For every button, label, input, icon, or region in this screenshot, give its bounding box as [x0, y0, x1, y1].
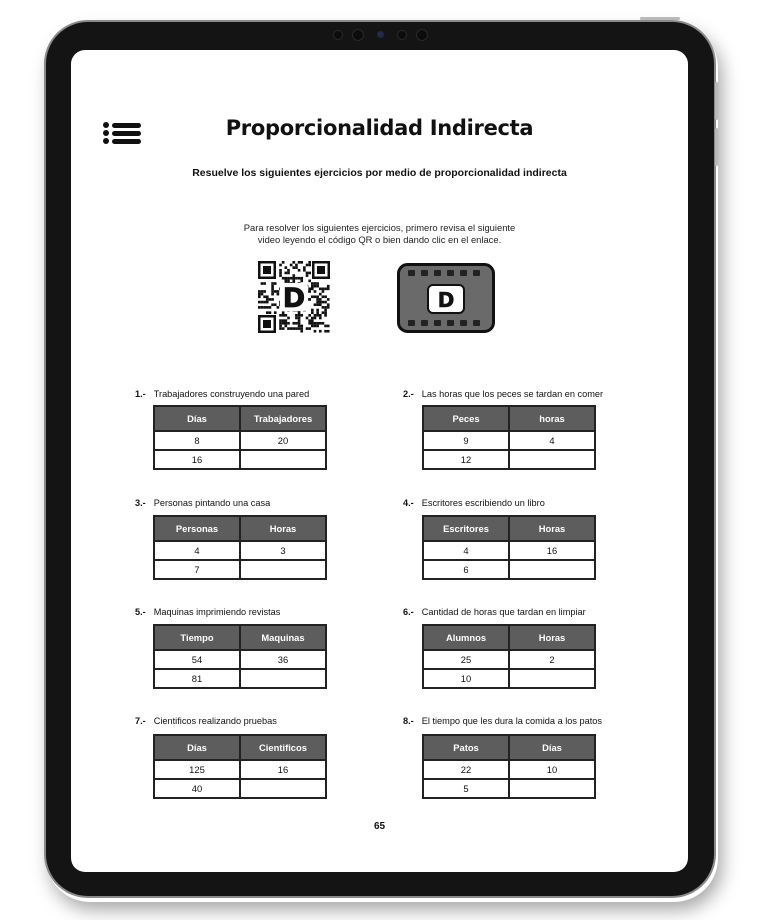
qr-module: [274, 290, 277, 293]
qr-module: [308, 319, 311, 322]
exercise-text: Trabajadores construyendo una pared: [153, 389, 310, 399]
qr-module: [322, 290, 325, 293]
table-cell: 7: [154, 560, 240, 579]
qr-module: [311, 285, 314, 288]
qr-module: [314, 325, 317, 328]
qr-module: [274, 311, 277, 314]
qr-module: [292, 277, 295, 280]
qr-module: [316, 282, 319, 285]
qr-module: [277, 290, 280, 293]
exercise-label: [135, 716, 277, 726]
exercise-table: [422, 734, 596, 799]
table-cell: 6: [423, 560, 509, 579]
qr-module: [314, 314, 317, 317]
qr-module: [258, 290, 261, 293]
page-title: Proporcionalidad Indirecta: [225, 116, 534, 140]
table-cell: 4: [509, 431, 595, 450]
qr-module: [285, 266, 288, 269]
qr-module: [311, 309, 314, 312]
qr-module: [282, 319, 285, 322]
exercise-label: [135, 607, 280, 617]
qr-module: [279, 314, 282, 317]
qr-module: [292, 327, 295, 330]
exercise-text: Cientificos realizando pruebas: [153, 716, 277, 726]
qr-module: [261, 306, 264, 309]
answer-cell[interactable]: [240, 450, 326, 469]
qr-module: [274, 282, 277, 285]
qr-module: [298, 277, 301, 280]
qr-module: [311, 322, 314, 325]
table-cell: 4: [423, 541, 509, 560]
exercise-label: [135, 498, 270, 508]
qr-module: [308, 272, 311, 275]
qr-module: [316, 303, 319, 306]
table-header-cell: Cientificos: [240, 735, 326, 760]
qr-module: [308, 314, 311, 317]
qr-module: [282, 261, 285, 264]
qr-module: [300, 330, 303, 333]
table-cell: 16: [509, 541, 595, 560]
qr-module: [282, 314, 285, 317]
qr-module: [300, 277, 303, 280]
qr-module: [314, 330, 317, 333]
table-header-cell: Días: [509, 735, 595, 760]
qr-module: [277, 306, 280, 309]
sensor-dot: [397, 30, 407, 40]
qr-module: [271, 298, 274, 301]
qr-module: [308, 280, 311, 283]
qr-module: [319, 314, 322, 317]
exercise-label: [403, 607, 586, 617]
qr-module: [258, 293, 261, 296]
table-cell: 4: [154, 541, 240, 560]
table-cell: 20: [240, 431, 326, 450]
qr-module: [322, 306, 325, 309]
exercise-label: [403, 716, 602, 726]
qr-module: [266, 306, 269, 309]
table-header-cell: Personas: [154, 516, 240, 541]
qr-module: [324, 309, 327, 312]
qr-module: [316, 322, 319, 325]
qr-logo-letter: D: [282, 283, 306, 314]
qr-code-icon[interactable]: [257, 260, 331, 334]
camera-lens: [352, 29, 364, 41]
qr-module: [319, 317, 322, 320]
qr-module: [285, 272, 288, 275]
qr-module: [295, 317, 298, 320]
qr-module: [292, 322, 295, 325]
qr-module: [298, 322, 301, 325]
qr-module: [287, 317, 290, 320]
qr-module: [271, 290, 274, 293]
qr-module: [303, 269, 306, 272]
qr-module: [324, 295, 327, 298]
qr-module: [266, 295, 269, 298]
qr-module: [324, 314, 327, 317]
exercise-number: 8.-: [403, 716, 414, 726]
qr-module: [308, 290, 311, 293]
qr-module: [319, 293, 322, 296]
exercise-text: Escritores escribiendo un libro: [421, 498, 545, 508]
qr-module: [322, 288, 325, 291]
table-cell: 10: [509, 760, 595, 779]
qr-module: [306, 317, 309, 320]
qr-module: [300, 280, 303, 283]
intro-text: [221, 222, 538, 246]
qr-module: [324, 325, 327, 328]
answer-cell[interactable]: [240, 779, 326, 798]
table-header-cell: Maquinas: [240, 625, 326, 650]
qr-module: [263, 282, 266, 285]
qr-module: [279, 274, 282, 277]
qr-module: [287, 327, 290, 330]
qr-module: [316, 325, 319, 328]
answer-cell[interactable]: [509, 560, 595, 579]
qr-module: [279, 272, 282, 275]
qr-module: [258, 301, 261, 304]
qr-module: [306, 264, 309, 267]
qr-module: [324, 311, 327, 314]
qr-module: [269, 306, 272, 309]
qr-module: [287, 280, 290, 283]
qr-module: [285, 314, 288, 317]
table-header-cell: Trabajadores: [240, 406, 326, 431]
qr-module: [261, 301, 264, 304]
qr-module: [295, 314, 298, 317]
qr-module: [261, 290, 264, 293]
video-film-icon[interactable]: [397, 263, 495, 333]
table-cell: 5: [423, 779, 509, 798]
exercise-text: Cantidad de horas que tardan en limpiar: [421, 607, 586, 617]
exercise-label: [403, 389, 603, 399]
qr-module: [324, 288, 327, 291]
answer-cell[interactable]: [509, 450, 595, 469]
table-cell: 10: [423, 669, 509, 688]
qr-module: [279, 325, 282, 328]
exercise-number: 3.-: [135, 498, 146, 508]
qr-module: [290, 277, 293, 280]
exercise-number: 6.-: [403, 607, 414, 617]
qr-module: [295, 266, 298, 269]
qr-module: [282, 277, 285, 280]
qr-module: [266, 298, 269, 301]
table-cell: 16: [154, 450, 240, 469]
qr-module: [322, 301, 325, 304]
camera-indicator: [377, 31, 384, 38]
qr-module: [292, 261, 295, 264]
qr-module: [327, 303, 330, 306]
qr-module: [285, 322, 288, 325]
table-cell: 81: [154, 669, 240, 688]
qr-module: [271, 285, 274, 288]
answer-cell[interactable]: [240, 669, 326, 688]
qr-module: [311, 317, 314, 320]
qr-module: [266, 311, 269, 314]
qr-module: [303, 266, 306, 269]
exercise-text: El tiempo que les dura la comida a los patos: [421, 716, 603, 726]
qr-module: [327, 306, 330, 309]
qr-module: [300, 325, 303, 328]
qr-module: [271, 282, 274, 285]
qr-module: [319, 330, 322, 333]
qr-module: [322, 322, 325, 325]
qr-module: [306, 272, 309, 275]
qr-module: [316, 311, 319, 314]
exercise-table: [153, 734, 327, 799]
qr-module: [298, 319, 301, 322]
table-header-cell: Escritores: [423, 516, 509, 541]
qr-module: [308, 298, 311, 301]
exercise-text: Maquinas imprimiendo revistas: [153, 607, 281, 617]
table-cell: 16: [240, 760, 326, 779]
qr-module: [298, 269, 301, 272]
qr-module: [282, 327, 285, 330]
table-cell: 12: [423, 450, 509, 469]
intro-line: Para resolver los siguientes ejercicios, primero revisa el siguiente: [243, 222, 516, 233]
qr-module: [311, 311, 314, 314]
sensor-dot: [416, 29, 428, 41]
table-header-cell: Tiempo: [154, 625, 240, 650]
answer-cell[interactable]: [240, 560, 326, 579]
exercise-table: [153, 515, 327, 580]
qr-module: [266, 301, 269, 304]
qr-module: [290, 264, 293, 267]
qr-module: [285, 325, 288, 328]
qr-module: [327, 288, 330, 291]
qr-module: [319, 288, 322, 291]
qr-module: [308, 261, 311, 264]
qr-module: [279, 322, 282, 325]
table-header-cell: Alumnos: [423, 625, 509, 650]
qr-module: [308, 288, 311, 291]
qr-module: [311, 325, 314, 328]
table-cell: 36: [240, 650, 326, 669]
table-header-cell: Horas: [240, 516, 326, 541]
exercise-table: [153, 624, 327, 689]
table-cell: 25: [423, 650, 509, 669]
table-header-cell: horas: [509, 406, 595, 431]
qr-module: [314, 285, 317, 288]
answer-cell[interactable]: [509, 779, 595, 798]
table-cell: 9: [423, 431, 509, 450]
table-header-cell: Horas: [509, 625, 595, 650]
qr-module: [308, 322, 311, 325]
qr-module: [287, 269, 290, 272]
qr-module: [263, 290, 266, 293]
qr-module: [274, 303, 277, 306]
exercise-number: 1.-: [135, 389, 146, 399]
page-number: 65: [373, 821, 386, 832]
qr-module: [285, 277, 288, 280]
power-button: [640, 17, 680, 20]
qr-module: [277, 293, 280, 296]
qr-module: [306, 274, 309, 277]
qr-module: [319, 303, 322, 306]
qr-module: [298, 327, 301, 330]
table-header-cell: Días: [154, 406, 240, 431]
exercise-label: [135, 389, 309, 399]
page-subtitle: Resuelve los siguientes ejercicios por medio de proporcionalidad indirecta: [192, 167, 567, 179]
qr-module: [327, 298, 330, 301]
qr-module: [314, 317, 317, 320]
exercise-number: 5.-: [135, 607, 146, 617]
qr-module: [285, 319, 288, 322]
qr-module: [324, 306, 327, 309]
qr-module: [316, 314, 319, 317]
qr-module: [279, 269, 282, 272]
table-header-cell: Peces: [423, 406, 509, 431]
exercise-table: [422, 515, 596, 580]
qr-module: [316, 298, 319, 301]
qr-module: [279, 327, 282, 330]
table-cell: 3: [240, 541, 326, 560]
qr-module: [319, 322, 322, 325]
qr-module: [263, 301, 266, 304]
qr-module: [261, 293, 264, 296]
qr-module: [327, 330, 330, 333]
qr-module: [298, 325, 301, 328]
exercise-number: 4.-: [403, 498, 414, 508]
qr-module: [258, 295, 261, 298]
exercise-text: Personas pintando una casa: [153, 498, 271, 508]
qr-module: [287, 322, 290, 325]
qr-module: [311, 288, 314, 291]
qr-module: [279, 264, 282, 267]
exercise-number: 7.-: [135, 716, 146, 726]
qr-module: [316, 295, 319, 298]
qr-module: [308, 264, 311, 267]
answer-cell[interactable]: [509, 669, 595, 688]
table-cell: 54: [154, 650, 240, 669]
qr-module: [271, 293, 274, 296]
qr-module: [319, 301, 322, 304]
qr-module: [271, 303, 274, 306]
table-header-cell: Días: [154, 735, 240, 760]
qr-module: [322, 295, 325, 298]
qr-module: [282, 322, 285, 325]
exercise-label: [403, 498, 545, 508]
exercise-table: [153, 405, 327, 470]
qr-module: [300, 261, 303, 264]
volume-button: [715, 82, 718, 120]
video-logo-letter: D: [437, 288, 455, 312]
qr-module: [319, 298, 322, 301]
volume-button: [715, 128, 718, 166]
qr-module: [290, 327, 293, 330]
exercise-text: Las horas que los peces se tardan en comer: [421, 389, 604, 399]
qr-module: [306, 327, 309, 330]
qr-module: [292, 266, 295, 269]
qr-module: [316, 285, 319, 288]
qr-module: [311, 319, 314, 322]
qr-module: [311, 295, 314, 298]
qr-module: [287, 272, 290, 275]
qr-module: [258, 306, 261, 309]
qr-module: [292, 280, 295, 283]
qr-module: [269, 298, 272, 301]
table-header-cell: Patos: [423, 735, 509, 760]
qr-module: [314, 290, 317, 293]
qr-module: [271, 288, 274, 291]
qr-module: [298, 261, 301, 264]
qr-module: [322, 311, 325, 314]
qr-module: [295, 277, 298, 280]
qr-module: [263, 306, 266, 309]
intro-line: video leyendo el código QR o bien dando clic en el enlace.: [257, 234, 502, 245]
qr-module: [300, 327, 303, 330]
qr-module: [287, 277, 290, 280]
qr-module: [295, 264, 298, 267]
sensor-dot: [333, 30, 343, 40]
qr-module: [292, 274, 295, 277]
exercise-number: 2.-: [403, 389, 414, 399]
table-cell: 125: [154, 760, 240, 779]
qr-module: [327, 325, 330, 328]
qr-module: [327, 285, 330, 288]
qr-module: [314, 303, 317, 306]
tablet-screen: [71, 50, 688, 872]
qr-module: [324, 330, 327, 333]
qr-module: [314, 282, 317, 285]
qr-module: [298, 314, 301, 317]
exercise-table: [422, 405, 596, 470]
qr-module: [269, 311, 272, 314]
qr-module: [261, 282, 264, 285]
qr-module: [311, 282, 314, 285]
table-cell: 22: [423, 760, 509, 779]
qr-module: [314, 295, 317, 298]
qr-module: [285, 280, 288, 283]
qr-module: [324, 301, 327, 304]
table-header-cell: Horas: [509, 516, 595, 541]
table-cell: 8: [154, 431, 240, 450]
table-cell: 40: [154, 779, 240, 798]
qr-module: [279, 319, 282, 322]
qr-module: [308, 327, 311, 330]
qr-module: [316, 301, 319, 304]
qr-module: [295, 322, 298, 325]
qr-module: [263, 295, 266, 298]
qr-module: [314, 322, 317, 325]
table-cell: 2: [509, 650, 595, 669]
exercise-table: [422, 624, 596, 689]
qr-module: [316, 309, 319, 312]
qr-module: [295, 327, 298, 330]
qr-module: [298, 317, 301, 320]
qr-module: [300, 314, 303, 317]
